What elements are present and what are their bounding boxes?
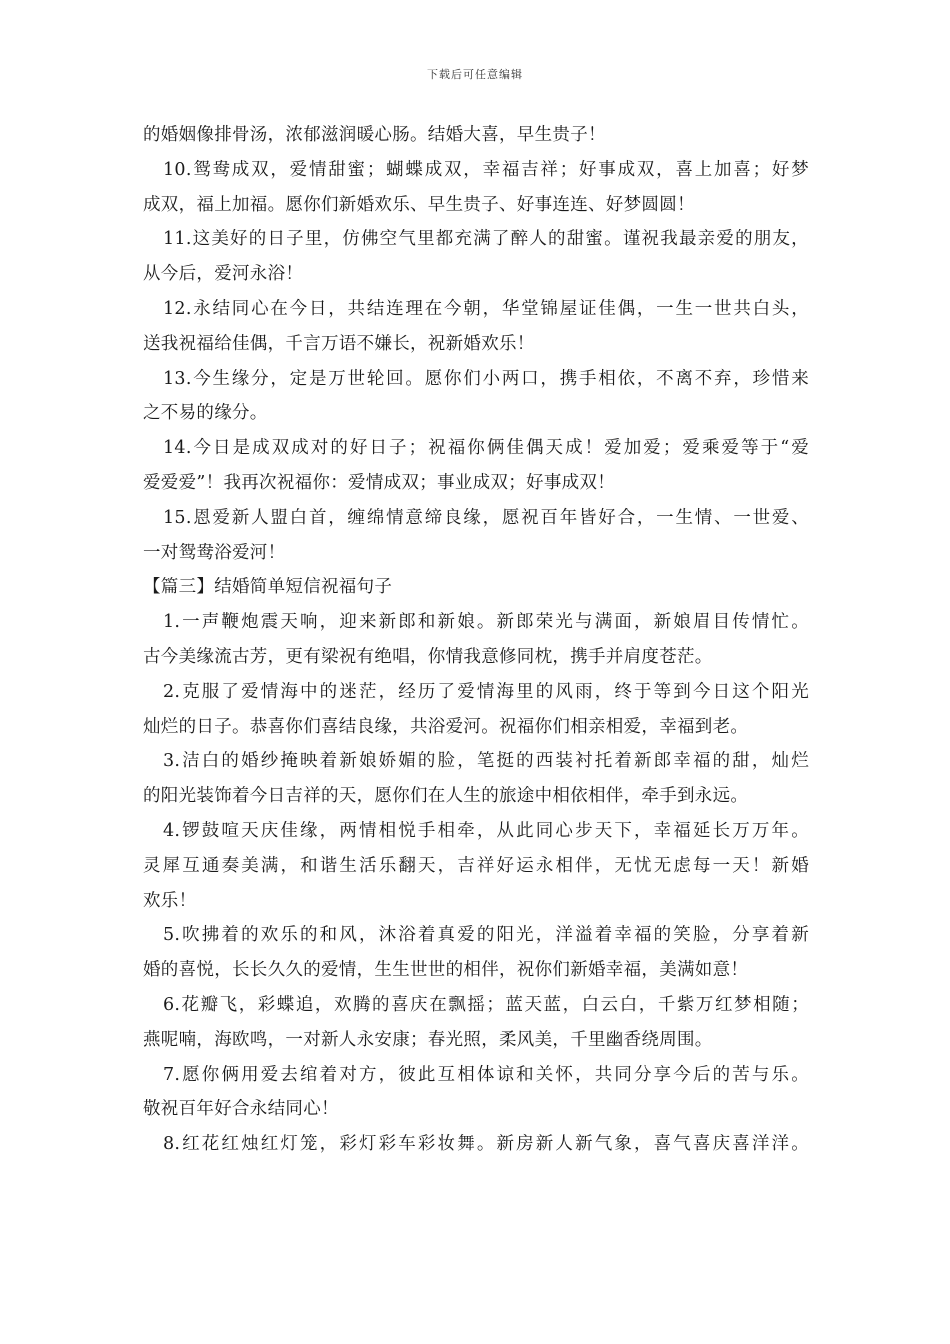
text-line: 7.愿你俩用爱去绾着对方，彼此互相体谅和关怀，共同分享今后的苦与乐。 — [163, 1064, 809, 1085]
text-line: 3.洁白的婚纱掩映着新娘娇媚的脸，笔挺的西装衬托着新郎幸福的甜，灿烂 — [163, 751, 809, 772]
text-line: 灿烂的日子。恭喜你们喜结良缘，共浴爱河。祝福你们相亲相爱，幸福到老。 — [143, 716, 749, 737]
text-line: 4.锣鼓喧天庆佳缘，两情相悦手相牵，从此同心步天下，幸福延长万万年。 — [163, 820, 809, 841]
text-line: 从今后，爱河永浴！ — [143, 264, 304, 285]
text-line: 6.花瓣飞，彩蝶追，欢腾的喜庆在飘摇；蓝天蓝，白云白，千紫万红梦相随； — [163, 994, 809, 1015]
text-line: 欢乐！ — [143, 890, 197, 911]
text-line: 12.永结同心在今日，共结连理在今朝，华堂锦屋证佳偶，一生一世共白头， — [163, 298, 809, 319]
text-line: 15.恩爱新人盟白首，缠绵情意缔良缘，愿祝百年皆好合，一生情、一世爱、 — [163, 507, 809, 528]
text-line: 的阳光装饰着今日吉祥的天，愿你们在人生的旅途中相依相伴，牵手到永远。 — [143, 786, 749, 807]
text-line: 13.今生缘分，定是万世轮回。愿你们小两口，携手相依，不离不弃，珍惜来 — [163, 368, 809, 389]
text-line: 14.今日是成双成对的好日子；祝福你俩佳偶天成！爱加爱；爱乘爱等于“爱 — [163, 438, 809, 459]
text-line: 一对鸳鸯浴爱河！ — [143, 542, 286, 563]
text-line: 爱爱爱”！我再次祝福你：爱情成双；事业成双；好事成双！ — [143, 472, 616, 493]
text-line: 1.一声鞭炮震天响，迎来新郎和新娘。新郎荣光与满面，新娘眉目传情忙。 — [163, 612, 809, 633]
text-line: 成双，福上加福。愿你们新婚欢乐、早生贵子、好事连连、好梦圆圆！ — [143, 194, 695, 215]
text-line: 11.这美好的日子里，仿佛空气里都充满了醉人的甜蜜。谨祝我最亲爱的朋友， — [163, 229, 809, 250]
text-line: 5.吹拂着的欢乐的和风，沐浴着真爱的阳光，洋溢着幸福的笑脸，分享着新 — [163, 925, 809, 946]
document-body — [143, 118, 809, 1162]
section-heading: 【篇三】结婚简单短信祝福句子 — [143, 577, 393, 598]
text-line: 的婚姻像排骨汤，浓郁滋润暖心肠。结婚大喜，早生贵子！ — [143, 125, 606, 145]
text-line: 敬祝百年好合永结同心！ — [143, 1099, 339, 1120]
text-line: 婚的喜悦，长长久久的爱情，生生世世的相伴，祝你们新婚幸福，美满如意！ — [143, 960, 749, 981]
text-line: 2.克服了爱情海中的迷茫，经历了爱情海里的风雨，终于等到今日这个阳光 — [163, 681, 809, 702]
text-line: 10.鸳鸯成双，爱情甜蜜；蝴蝶成双，幸福吉祥；好事成双，喜上加喜；好梦 — [163, 159, 809, 180]
text-line: 送我祝福给佳偶，千言万语不嫌长，祝新婚欢乐！ — [143, 333, 535, 354]
text-line: 之不易的缘分。 — [143, 403, 268, 424]
text-line: 古今美缘流古芳，更有梁祝有绝唱，你情我意修同枕，携手并肩度苍茫。 — [143, 646, 713, 667]
text-line: 8.红花红烛红灯笼，彩灯彩车彩妆舞。新房新人新气象，喜气喜庆喜洋洋。 — [163, 1134, 809, 1155]
text-line: 灵犀互通奏美满，和谐生活乐翻天，吉祥好运永相伴，无忧无虑每一天！新婚 — [143, 855, 809, 876]
text-line: 燕呢喃，海欧鸣，一对新人永安康；春光照，柔风美，千里幽香绕周围。 — [143, 1029, 713, 1050]
header-note: 下载后可任意编辑 — [427, 68, 523, 81]
